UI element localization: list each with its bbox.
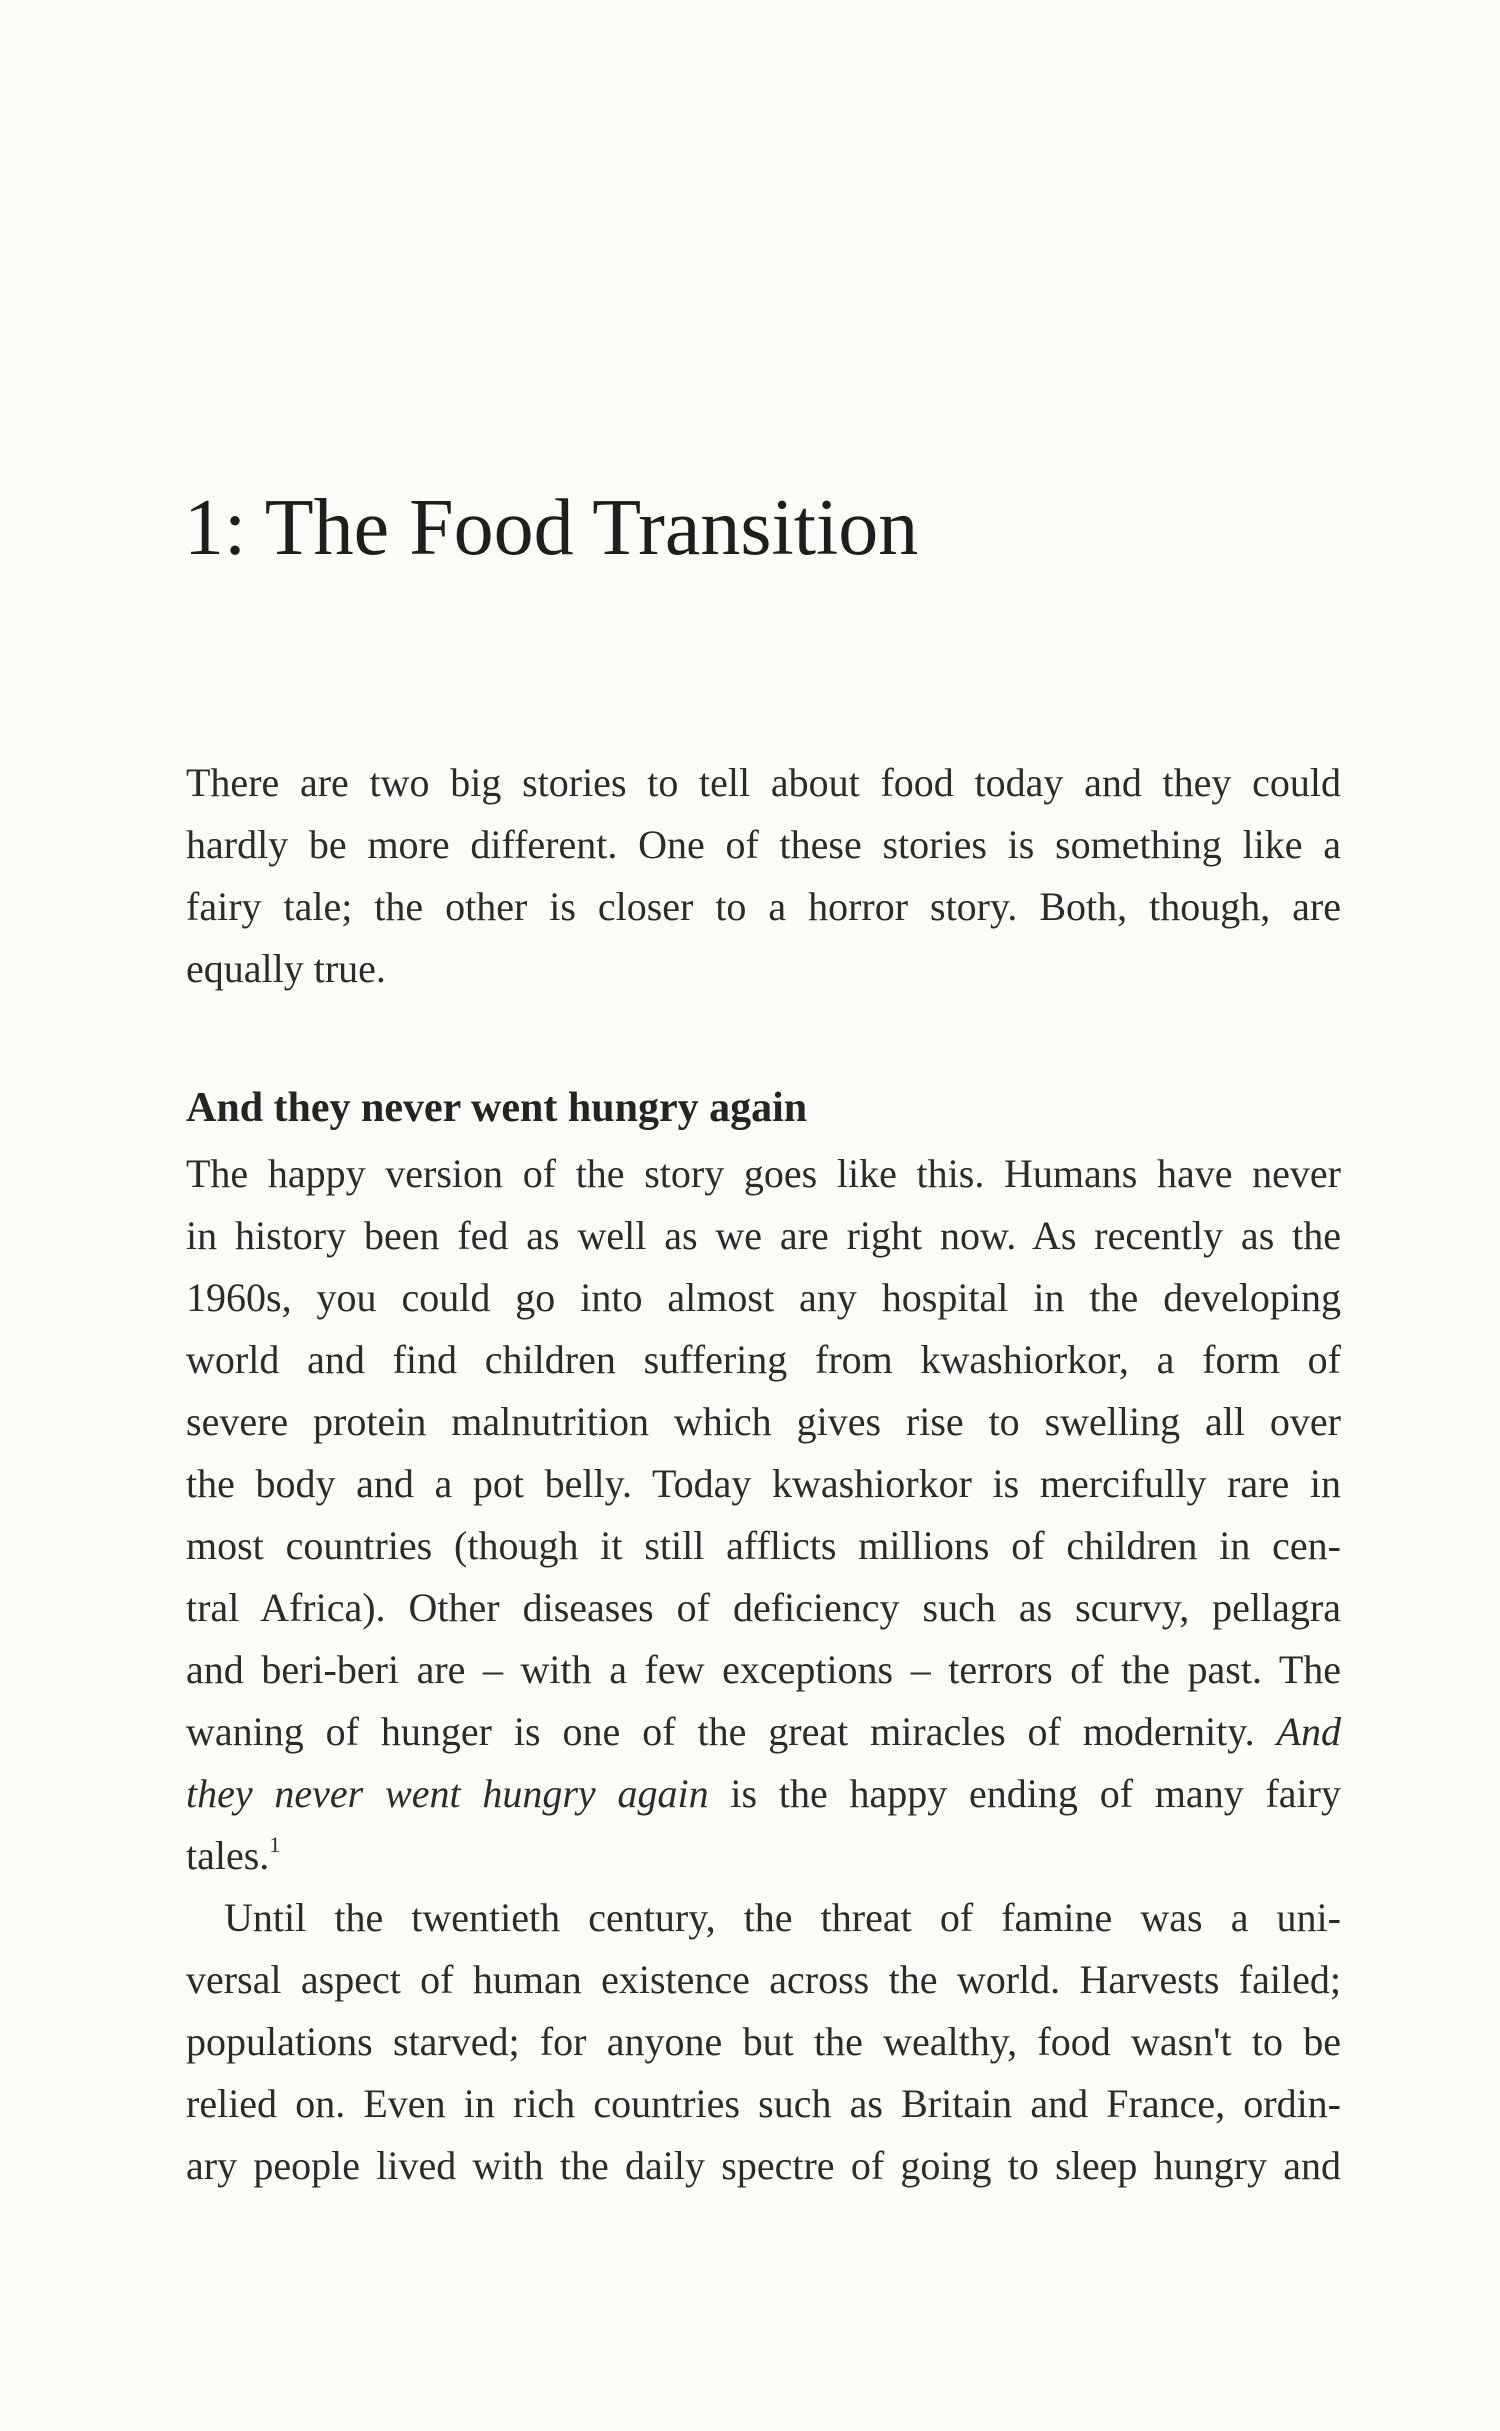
text-line: world and find children suffering from kwashiorkor, a form of	[186, 1337, 1341, 1382]
footnote-reference[interactable]: 1	[269, 1832, 281, 1857]
italic-phrase: And	[1276, 1709, 1342, 1754]
section-body	[186, 1143, 1341, 2197]
text-line: severe protein malnutrition which gives rise to swelling all over	[186, 1399, 1341, 1444]
intro-paragraph	[186, 752, 1341, 1000]
text-line: and beri-beri are – with a few exceptions – terrors of the past. The	[186, 1647, 1341, 1692]
text-line: populations starved; for anyone but the wealthy, food wasn't to be	[186, 2019, 1341, 2064]
text-line: in history been fed as well as we are right now. As recently as the	[186, 1213, 1341, 1258]
text-line: relied on. Even in rich countries such as Britain and France, ordin-	[186, 2081, 1341, 2126]
text-line: the body and a pot belly. Today kwashiorkor is mercifully rare in	[186, 1461, 1341, 1506]
italic-phrase: they never went hungry again	[186, 1771, 709, 1816]
text-line: versal aspect of human existence across the world. Harvests failed;	[186, 1957, 1341, 2002]
line-text: tales.	[186, 1833, 270, 1878]
text-line: There are two big stories to tell about food today and they could	[186, 760, 1341, 805]
text-line: ary people lived with the daily spectre of going to sleep hungry and	[186, 2143, 1341, 2188]
text-line-mixed	[186, 1763, 1341, 1825]
text-line: most countries (though it still afflicts millions of children in cen-	[186, 1523, 1341, 1568]
text-line-mixed	[186, 1701, 1341, 1763]
line-text: waning of hunger is one of the great miracles of modernity.	[186, 1709, 1255, 1754]
text-line: 1960s, you could go into almost any hospital in the developing	[186, 1275, 1341, 1320]
chapter-title: 1: The Food Transition	[184, 484, 919, 572]
text-line-footnoted	[186, 1825, 1341, 1887]
text-line: fairy tale; the other is closer to a horror story. Both, though, are	[186, 884, 1341, 929]
text-line: The happy version of the story goes like this. Humans have never	[186, 1151, 1341, 1196]
section-heading: And they never went hungry again	[186, 1085, 808, 1131]
text-line: tral Africa). Other diseases of deficiency such as scurvy, pellagra	[186, 1585, 1341, 1630]
line-text: is the happy ending of many fairy	[708, 1771, 1341, 1816]
text-line: equally true.	[186, 946, 386, 991]
text-line: hardly be more different. One of these stories is something like a	[186, 822, 1341, 867]
text-line: Until the twentieth century, the threat of famine was a uni-	[224, 1895, 1341, 1940]
